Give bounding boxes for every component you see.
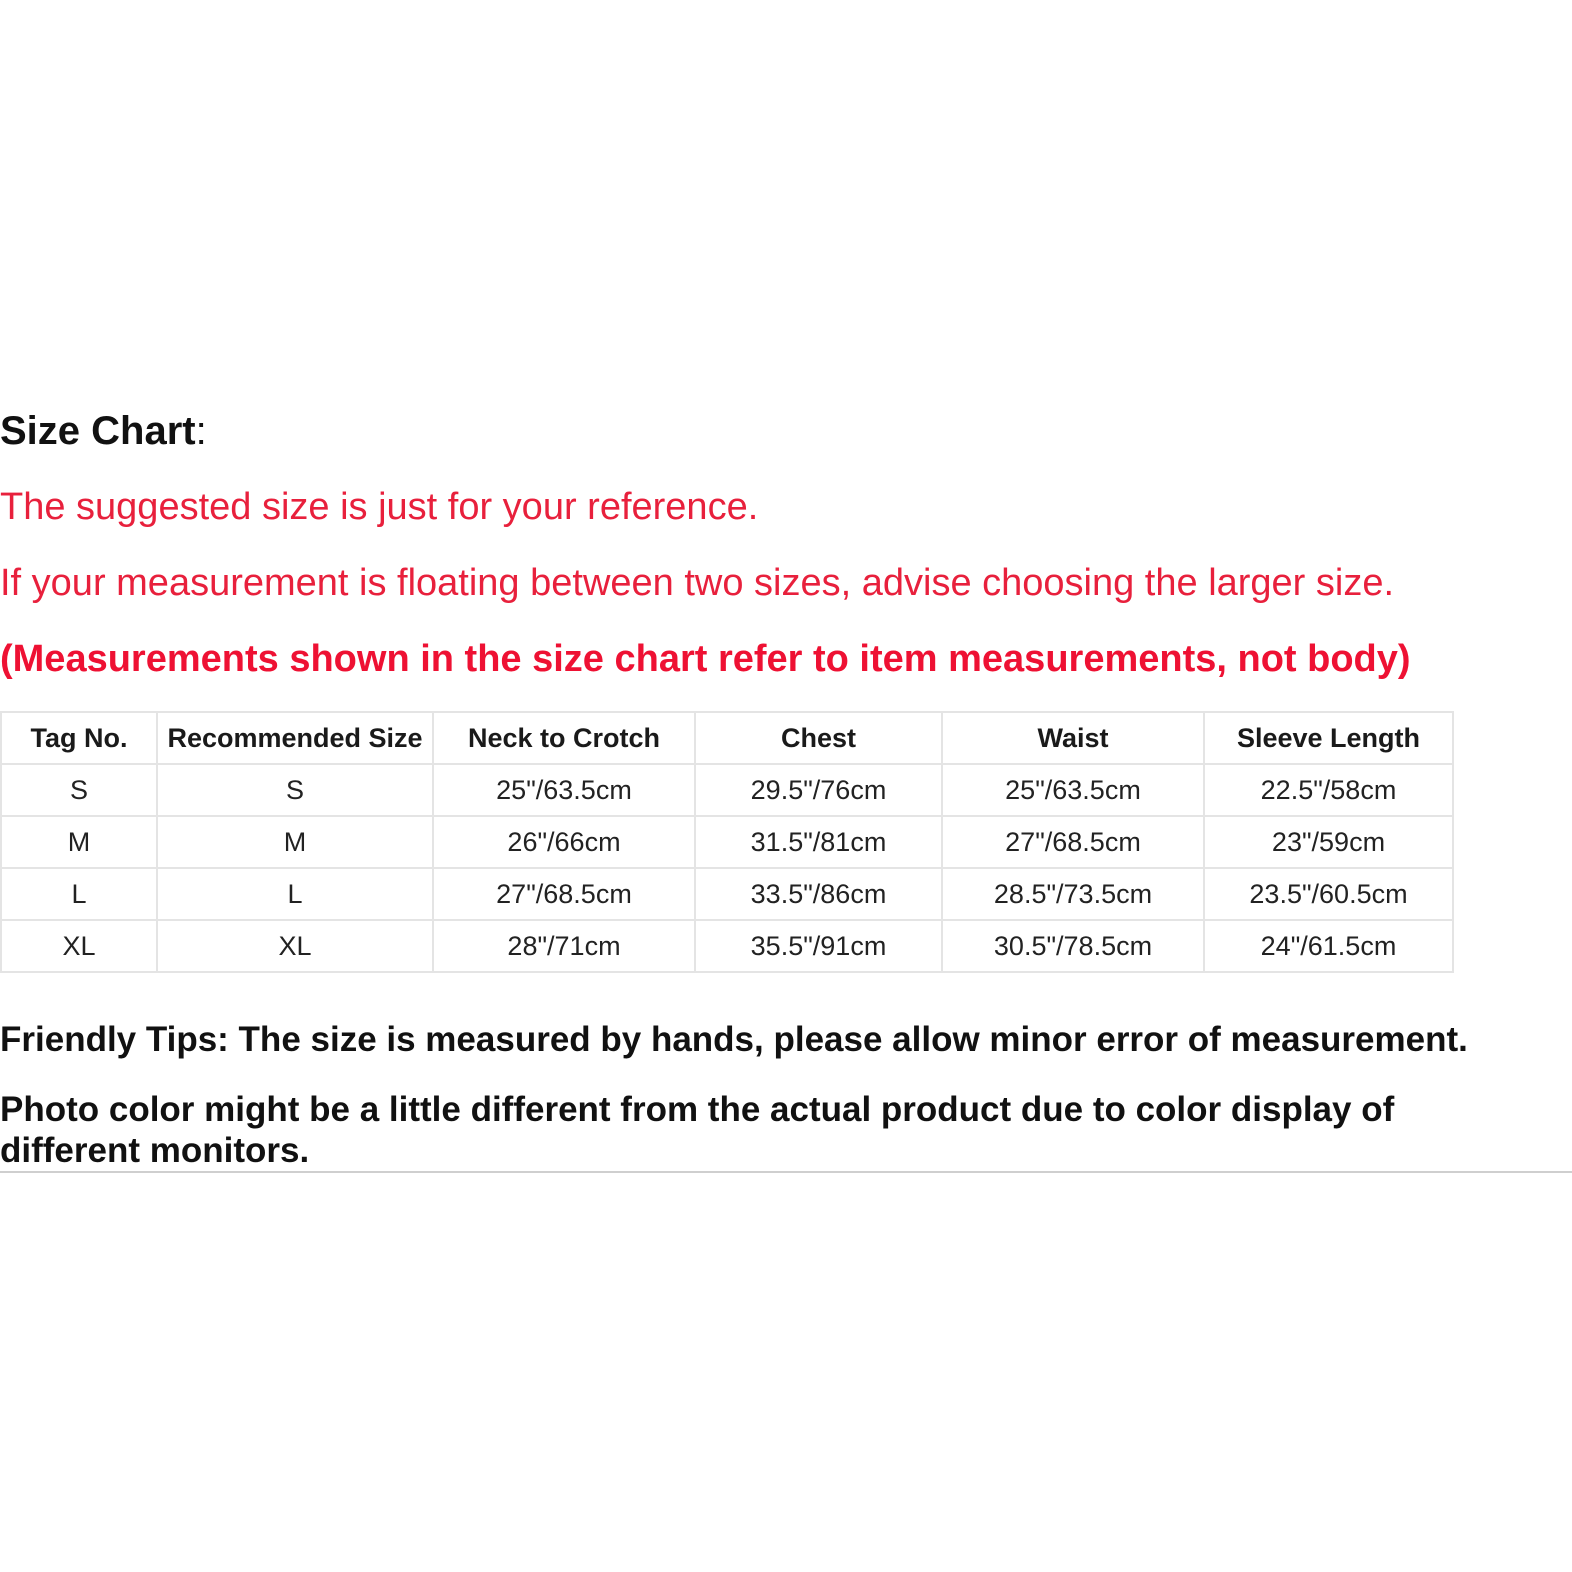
- cell-sleeve-length: 23"/59cm: [1204, 816, 1453, 868]
- table-row: [1, 764, 1453, 816]
- larger-size-advice: If your measurement is floating between two sizes, advise choosing the larger size.: [0, 562, 1395, 604]
- cell-waist: 28.5"/73.5cm: [942, 868, 1204, 920]
- cell-recommended-size: XL: [157, 920, 433, 972]
- header-sleeve-length: Sleeve Length: [1204, 712, 1453, 764]
- cell-chest: 33.5"/86cm: [695, 868, 942, 920]
- friendly-tips: Friendly Tips: The size is measured by hands, please allow minor error of measurement.: [0, 1020, 1468, 1059]
- cell-neck-to-crotch: 28"/71cm: [433, 920, 695, 972]
- cell-neck-to-crotch: 26"/66cm: [433, 816, 695, 868]
- cell-neck-to-crotch: 25"/63.5cm: [433, 764, 695, 816]
- size-chart-title-colon: :: [195, 409, 207, 453]
- cell-neck-to-crotch: 27"/68.5cm: [433, 868, 695, 920]
- table-header-row: [1, 712, 1453, 764]
- reference-note: The suggested size is just for your reference.: [0, 486, 759, 528]
- cell-sleeve-length: 24"/61.5cm: [1204, 920, 1453, 972]
- size-chart-title: Size Chart: [0, 409, 196, 453]
- cell-tag-no: S: [1, 764, 157, 816]
- size-table: [0, 711, 1454, 973]
- item-measurement-disclaimer: (Measurements shown in the size chart refer to item measurements, not body): [0, 638, 1411, 680]
- cell-waist: 25"/63.5cm: [942, 764, 1204, 816]
- table-row: [1, 920, 1453, 972]
- cell-chest: 31.5"/81cm: [695, 816, 942, 868]
- cell-recommended-size: S: [157, 764, 433, 816]
- cell-sleeve-length: 22.5"/58cm: [1204, 764, 1453, 816]
- cell-recommended-size: L: [157, 868, 433, 920]
- cell-chest: 29.5"/76cm: [695, 764, 942, 816]
- cell-tag-no: L: [1, 868, 157, 920]
- bottom-divider: [0, 1171, 1572, 1173]
- cell-waist: 30.5"/78.5cm: [942, 920, 1204, 972]
- photo-color-note: Photo color might be a little different from the actual product due to color display of different monitors.: [0, 1090, 1395, 1170]
- size-chart-section: [0, 405, 1572, 1171]
- table-row: [1, 816, 1453, 868]
- table-row: [1, 868, 1453, 920]
- header-neck-to-crotch: Neck to Crotch: [433, 712, 695, 764]
- header-recommended-size: Recommended Size: [157, 712, 433, 764]
- cell-sleeve-length: 23.5"/60.5cm: [1204, 868, 1453, 920]
- cell-tag-no: XL: [1, 920, 157, 972]
- cell-waist: 27"/68.5cm: [942, 816, 1204, 868]
- header-chest: Chest: [695, 712, 942, 764]
- cell-chest: 35.5"/91cm: [695, 920, 942, 972]
- size-chart-heading: [0, 405, 1572, 457]
- cell-tag-no: M: [1, 816, 157, 868]
- header-waist: Waist: [942, 712, 1204, 764]
- header-tag-no: Tag No.: [1, 712, 157, 764]
- cell-recommended-size: M: [157, 816, 433, 868]
